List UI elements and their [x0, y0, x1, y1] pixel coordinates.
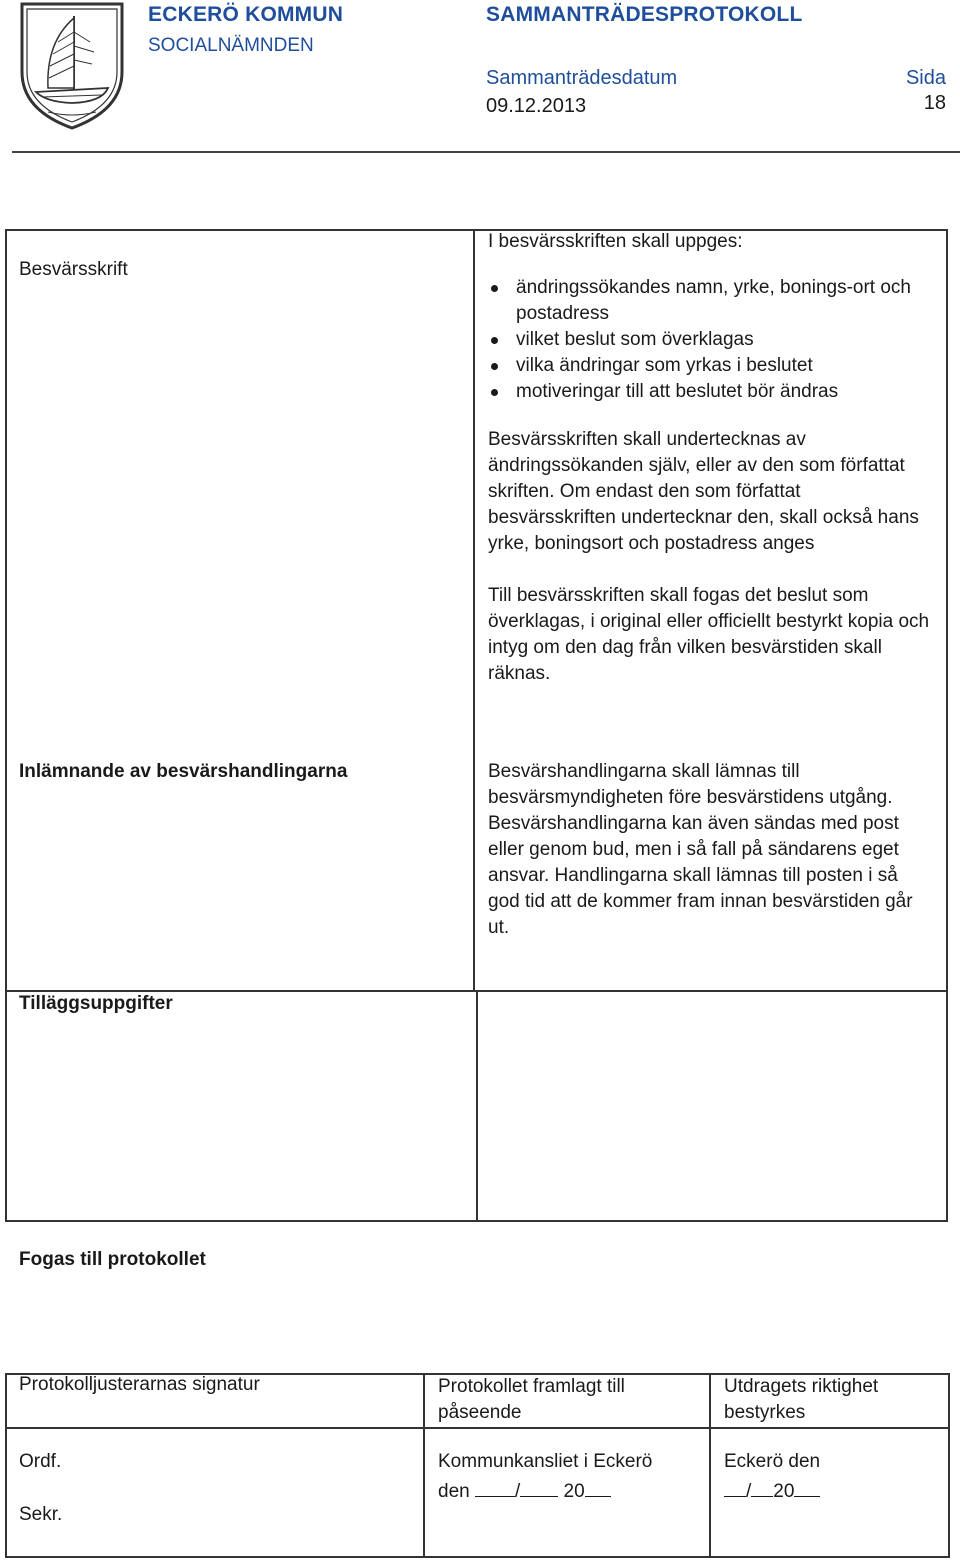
- footer-display-header: Protokollet framlagt till påseende: [438, 1376, 625, 1423]
- footer-signature-header: Protokolljusterarnas signatur: [19, 1374, 260, 1395]
- ship-coat-of-arms-icon: [18, 2, 126, 130]
- appeal-paragraph-attachments: Till besvärsskriften skall fogas det beslut som överklagas, i original eller officiellt bestyrkt kopia och intyg om den dag från vilken besvärstiden skall räknas.: [488, 585, 930, 684]
- month-blank: [751, 1477, 773, 1497]
- appeal-bullet-list: [488, 275, 936, 405]
- day-blank: [724, 1477, 746, 1497]
- certification-place-text: Eckerö den: [724, 1451, 821, 1472]
- list-item: motiveringar till att beslutet bör ändras: [488, 379, 936, 405]
- submission-text: Besvärshandlingarna skall lämnas till besvärsmyndigheten före besvärstidens utgång. Besvärshandlingarna kan även sändas med post eller genom bud, men i så fall på sändarens eget ansvar. Handlingarna skall lämnas till posten i så god tid att de kommer fram innan besvärstiden går ut.: [488, 761, 913, 938]
- chairman-signature-label: Ordf.: [19, 1451, 62, 1472]
- municipal-office-text: Kommunkansliet i Eckerö: [438, 1451, 653, 1472]
- date-separator: /: [746, 1481, 752, 1502]
- date-separator: /: [514, 1481, 521, 1502]
- day-blank: [475, 1477, 515, 1497]
- appeal-table-column-divider: [473, 229, 475, 991]
- document-type: SAMMANTRÄDESPROTOKOLL: [486, 3, 803, 26]
- date-prefix: den: [438, 1481, 470, 1502]
- appeal-content: [488, 229, 936, 687]
- header-divider: [12, 151, 960, 153]
- certification-date-line: [724, 1477, 820, 1503]
- additional-info-column-divider: [476, 990, 478, 1222]
- list-item: vilket beslut som överklagas: [488, 327, 936, 353]
- appeal-intro: I besvärsskriften skall uppges:: [488, 231, 743, 252]
- footer-certification-header: Utdragets riktighet bestyrkes: [724, 1376, 879, 1423]
- department-name: SOCIALNÄMNDEN: [148, 35, 314, 56]
- appeal-section-label: Besvärsskrift: [19, 259, 128, 280]
- list-item: vilka ändringar som yrkas i beslutet: [488, 353, 936, 379]
- month-blank: [520, 1477, 558, 1497]
- year-prefix: 20: [773, 1481, 795, 1502]
- page-number: 18: [923, 92, 946, 114]
- footer-row-divider: [5, 1427, 950, 1429]
- display-date-line: [438, 1477, 611, 1503]
- year-blank: [585, 1477, 611, 1497]
- attach-to-protocol-label: Fogas till protokollet: [19, 1249, 206, 1270]
- submission-section-label: Inlämnande av besvärshandlingarna: [19, 761, 348, 782]
- secretary-signature-label: Sekr.: [19, 1504, 63, 1525]
- date-label: Sammanträdesdatum: [486, 67, 678, 89]
- additional-info-label: Tilläggsuppgifter: [19, 993, 173, 1014]
- year-prefix: 20: [563, 1481, 585, 1502]
- appeal-paragraph-signature: Besvärsskriften skall undertecknas av ändringssökanden själv, eller av den som författat skriften. Om endast den som författat besvärsskriften undertecknar den, skall också hans yrke, boningsort och postadress anges: [488, 429, 919, 554]
- municipality-name: ECKERÖ KOMMUN: [148, 3, 344, 26]
- page-label: Sida: [905, 67, 946, 89]
- footer-column-divider-1: [423, 1373, 425, 1558]
- logo: [18, 2, 126, 130]
- year-blank: [794, 1477, 820, 1497]
- date-value: 09.12.2013: [486, 95, 587, 117]
- list-item: ändringssökandes namn, yrke, bonings-ort och postadress: [488, 275, 936, 327]
- footer-column-divider-2: [709, 1373, 711, 1558]
